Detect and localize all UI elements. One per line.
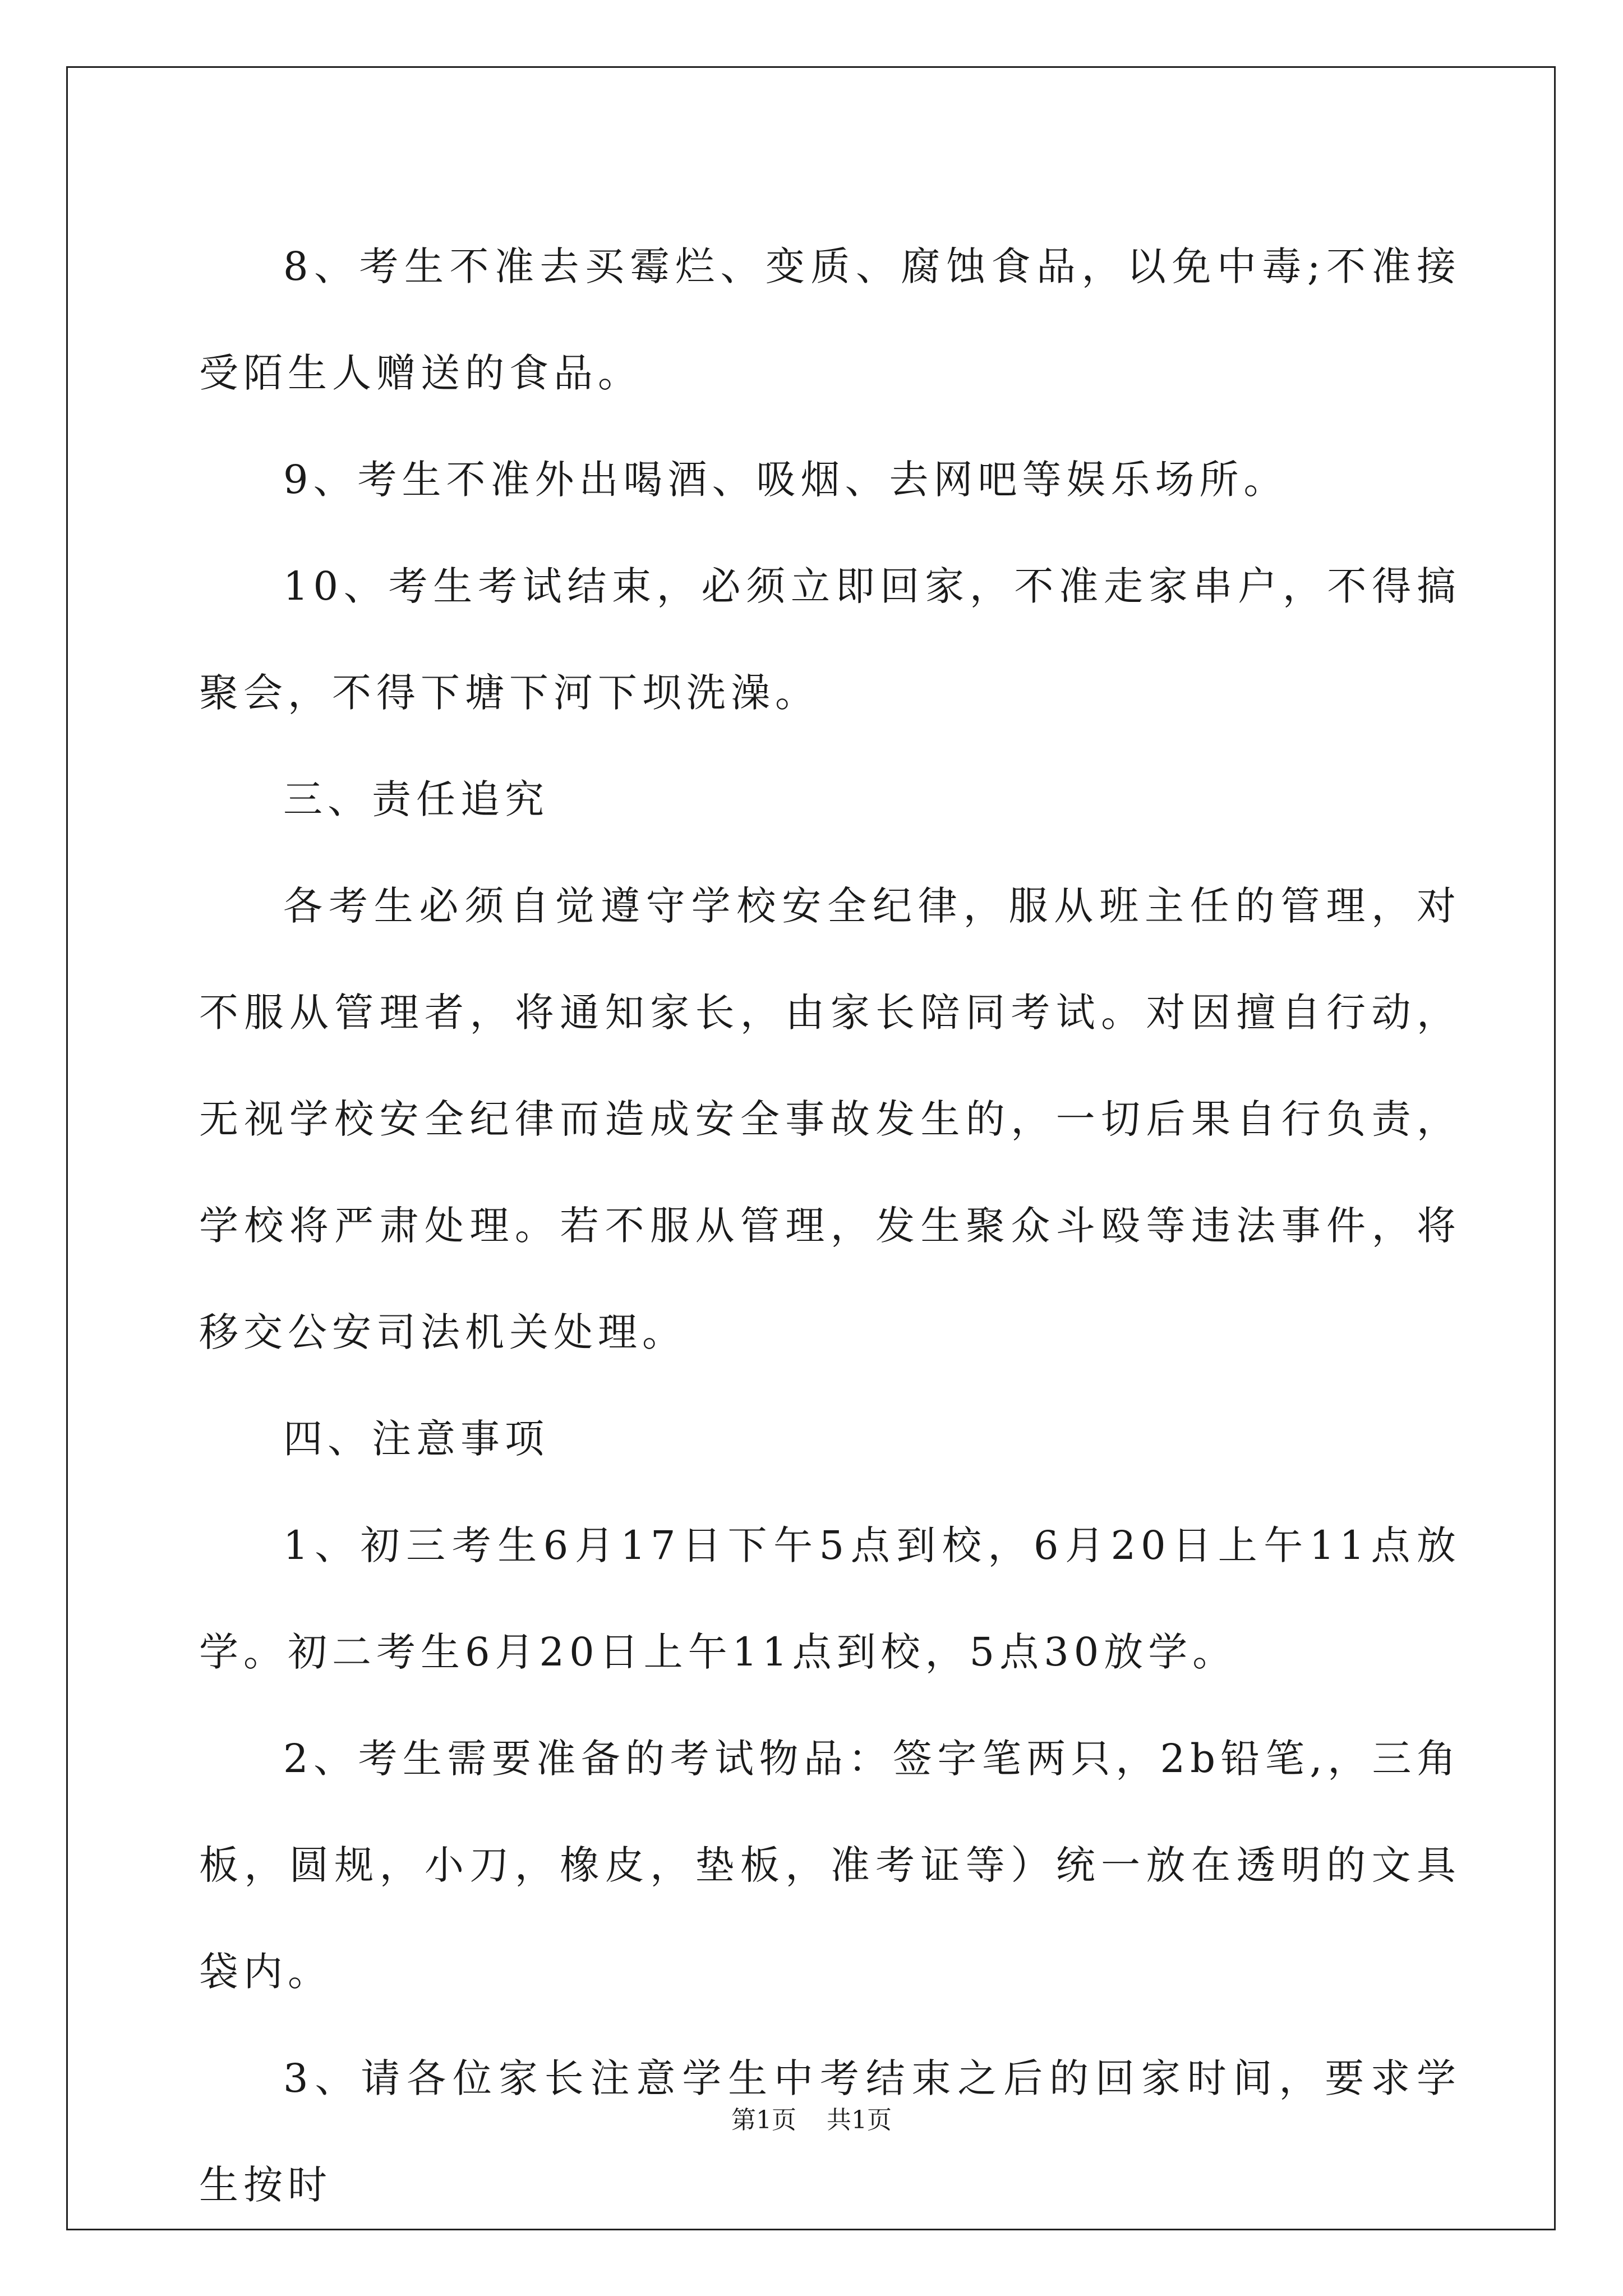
paragraph-note-1: 1、初三考生6月17日下午5点到校，6月20日上午11点放学。初二考生6月20日上午11点到校，5点30放学。 [199,1522,1461,1675]
page-total: 共1页 [827,2106,892,2134]
page-footer [0,2104,1623,2137]
page-number: 第1页 [731,2106,796,2134]
paragraph-note-2: 2、考生需要准备的考试物品：签字笔两只，2b铅笔,，三角板，圆规，小刀，橡皮，垫板，准考证等）统一放在透明的文具袋内。 [199,1736,1461,1995]
paragraph-item-8: 8、考生不准去买霉烂、变质、腐蚀食品，以免中毒;不准接受陌生人赠送的食品。 [199,243,1461,396]
paragraph-item-9: 9、考生不准外出喝酒、吸烟、去网吧等娱乐场所。 [283,457,1288,503]
section-heading-responsibility: 三、责任追究 [283,776,549,822]
paragraph-responsibility: 各考生必须自觉遵守学校安全纪律，服从班主任的管理，对不服从管理者，将通知家长，由家长陪同考试。对因擅自行动，无视学校安全纪律而造成安全事故发生的，一切后果自行负责，学校将严肃处理。若不服从管理，发生聚众斗殴等违法事件，将移交公安司法机关处理。 [199,883,1461,1355]
paragraph-item-10: 10、考生考试结束，必须立即回家，不准走家串户，不得搞聚会，不得下塘下河下坝洗澡。 [199,563,1461,716]
paragraph-note-3: 3、请各位家长注意学生中考结束之后的回家时间，要求学生按时 [199,2055,1461,2208]
section-heading-notes: 四、注意事项 [283,1416,549,1462]
document-body [199,213,1461,2238]
